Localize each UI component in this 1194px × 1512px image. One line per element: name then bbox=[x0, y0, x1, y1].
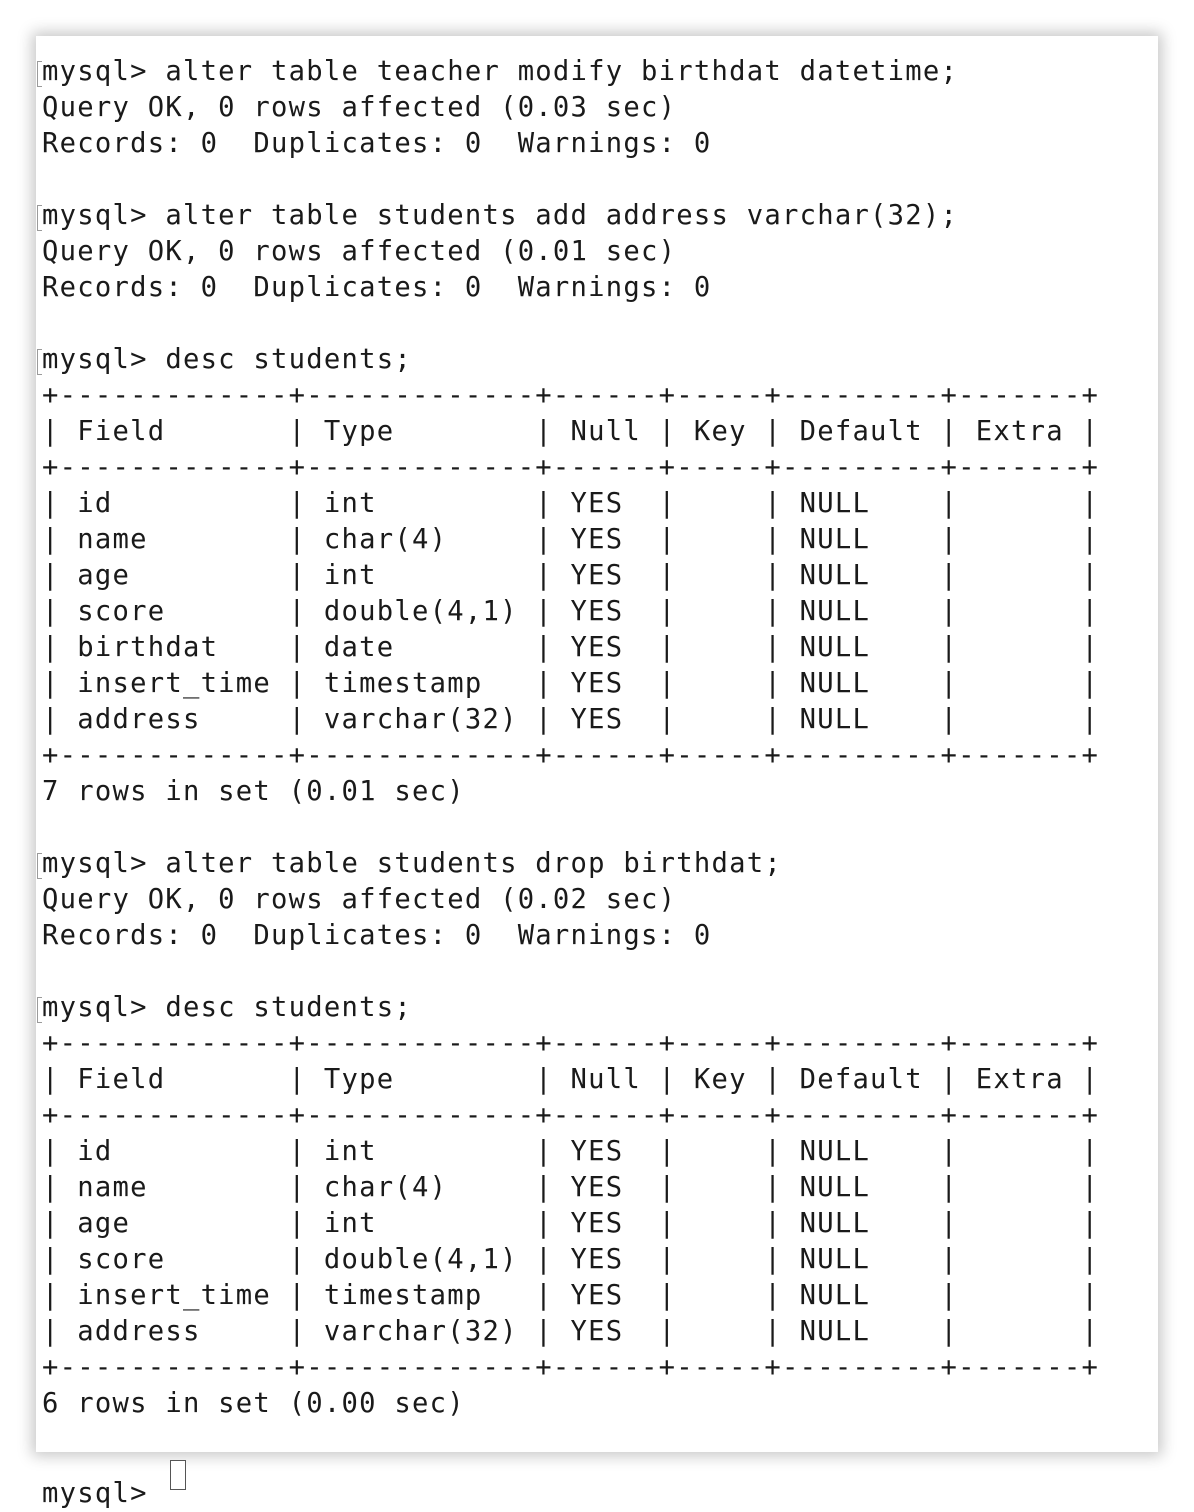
current-prompt: mysql> bbox=[42, 1478, 166, 1509]
table-row: | birthdat | date | YES | | NULL | | bbox=[42, 632, 1100, 663]
table-row: | insert_time | timestamp | YES | | NULL | | bbox=[42, 668, 1100, 699]
text-cursor[interactable] bbox=[170, 1460, 186, 1490]
terminal-output bbox=[42, 54, 1100, 1509]
output-line: Query OK, 0 rows affected (0.02 sec) bbox=[42, 884, 677, 915]
table-border: +-------------+-------------+------+-----+---------+-------+ bbox=[42, 740, 1100, 771]
table-row: | name | char(4) | YES | | NULL | | bbox=[42, 524, 1100, 555]
table-header-row: | Field | Type | Null | Key | Default | Extra | bbox=[42, 416, 1100, 447]
output-line: Records: 0 Duplicates: 0 Warnings: 0 bbox=[42, 920, 712, 951]
command-line: mysql> desc students; bbox=[42, 990, 1099, 1026]
command-line: mysql> alter table students add address varchar(32); bbox=[42, 198, 1099, 234]
blank-line bbox=[42, 1422, 1099, 1458]
table-border: +-------------+-------------+------+-----+---------+-------+ bbox=[42, 1100, 1100, 1131]
command-line: mysql> alter table students drop birthdat; bbox=[42, 846, 1099, 882]
blank-line bbox=[42, 306, 1099, 342]
output-line: 6 rows in set (0.00 sec) bbox=[42, 1388, 465, 1419]
table-row: | score | double(4,1) | YES | | NULL | | bbox=[42, 596, 1100, 627]
table-border: +-------------+-------------+------+-----+---------+-------+ bbox=[42, 452, 1100, 483]
table-row: | insert_time | timestamp | YES | | NULL | | bbox=[42, 1280, 1100, 1311]
table-border: +-------------+-------------+------+-----+---------+-------+ bbox=[42, 1028, 1100, 1059]
output-line: 7 rows in set (0.01 sec) bbox=[42, 776, 465, 807]
table-row: | name | char(4) | YES | | NULL | | bbox=[42, 1172, 1100, 1203]
table-row: | id | int | YES | | NULL | | bbox=[42, 488, 1100, 519]
output-line: Records: 0 Duplicates: 0 Warnings: 0 bbox=[42, 272, 712, 303]
blank-line bbox=[42, 810, 1099, 846]
blank-line bbox=[42, 954, 1099, 990]
table-border: +-------------+-------------+------+-----+---------+-------+ bbox=[42, 1352, 1100, 1383]
output-line: Query OK, 0 rows affected (0.01 sec) bbox=[42, 236, 677, 267]
table-row: | address | varchar(32) | YES | | NULL | | bbox=[42, 1316, 1100, 1347]
command-line: mysql> desc students; bbox=[42, 342, 1099, 378]
table-row: | score | double(4,1) | YES | | NULL | | bbox=[42, 1244, 1100, 1275]
command-line: mysql> alter table teacher modify birthdat datetime; bbox=[42, 54, 1099, 90]
current-prompt-line[interactable] bbox=[42, 1458, 1099, 1509]
table-row: | age | int | YES | | NULL | | bbox=[42, 1208, 1100, 1239]
table-border: +-------------+-------------+------+-----+---------+-------+ bbox=[42, 380, 1100, 411]
output-line: Query OK, 0 rows affected (0.03 sec) bbox=[42, 92, 677, 123]
table-header-row: | Field | Type | Null | Key | Default | Extra | bbox=[42, 1064, 1100, 1095]
blank-line bbox=[42, 162, 1099, 198]
table-row: | age | int | YES | | NULL | | bbox=[42, 560, 1100, 591]
output-line: Records: 0 Duplicates: 0 Warnings: 0 bbox=[42, 128, 712, 159]
terminal-window[interactable] bbox=[36, 36, 1158, 1509]
table-row: | address | varchar(32) | YES | | NULL | | bbox=[42, 704, 1100, 735]
table-row: | id | int | YES | | NULL | | bbox=[42, 1136, 1100, 1167]
